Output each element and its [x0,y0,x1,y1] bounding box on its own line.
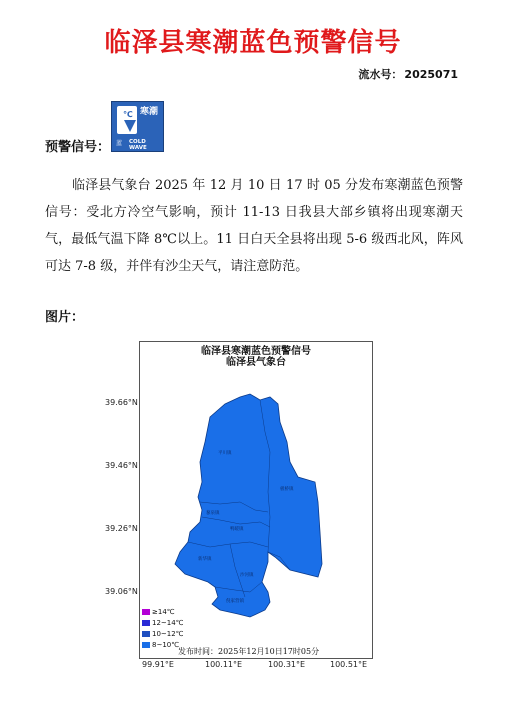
down-arrow-icon [124,120,136,132]
town-label-yanuan: 鸭暖镇 [230,527,244,532]
page-title: 临泽县寒潮蓝色预警信号 [104,28,402,58]
legend-label: 12~14℃ [152,619,184,627]
lon-tick-3: 100.31°E [268,660,306,669]
town-label-liaoquan: 蓼泉镇 [206,511,220,516]
cold-wave-chars: 寒潮 [140,107,159,117]
legend-item [142,630,184,638]
lat-tick-2: 39.46°N [105,461,138,470]
legend-label: 10~12℃ [152,630,184,638]
lon-tick-1: 99.91°E [142,660,174,669]
map-title: 临泽县寒潮蓝色预警信号 [201,346,311,357]
serial-value: 2025071 [404,68,458,81]
signal-label: 预警信号： [45,140,111,155]
legend-swatch [142,642,150,648]
warning-map [139,341,373,659]
issue-time: 发布时间：2025年12月10日17时05分 [178,647,320,656]
legend-label: ≥14℃ [152,608,175,616]
town-label-nijiaying: 倪家营镇 [226,599,244,604]
lon-tick-4: 100.51°E [330,660,368,669]
town-label-pingchuan: 平川镇 [218,451,232,456]
legend-item [142,619,184,627]
level-char: 蓝 [116,140,123,147]
legend-swatch [142,620,150,626]
legend-swatch [142,609,150,615]
legend-label: 8~10℃ [152,641,180,649]
thermometer-panel [117,106,137,134]
cold-wave-blue-icon [111,101,164,152]
town-label-shahe: 沙河镇 [240,573,254,578]
town-label-xinhua: 新华镇 [198,557,212,562]
picture-label: 图片： [45,310,85,325]
serial-number [356,66,458,82]
serial-label: 流水号： [358,68,403,81]
town-label-banqiao: 板桥镇 [280,487,294,492]
temp-symbol: ℃ [123,110,133,119]
lon-tick-2: 100.11°E [205,660,243,669]
lat-tick-1: 39.66°N [105,398,138,407]
lat-tick-4: 39.06°N [105,587,138,596]
cold-wave-english: COLD WAVE [129,139,147,151]
map-subtitle: 临泽县气象台 [226,357,286,368]
county-region [175,394,322,617]
warning-body: 临泽县气象台 2025 年 12 月 10 日 17 时 05 分发布寒潮蓝色预警信号：受北方冷空气影响，预计 11-13 日我县大部乡镇将出现寒潮天气，最低气温下降 8℃以上。11 日白天全县将出现 5-6 级西北风，阵风可达 7-8 级，并伴有沙尘天气，请注意防范。 [45,178,463,274]
lat-tick-3: 39.26°N [105,524,138,533]
legend-swatch [142,631,150,637]
legend-item [142,608,175,616]
legend-item [142,641,179,649]
